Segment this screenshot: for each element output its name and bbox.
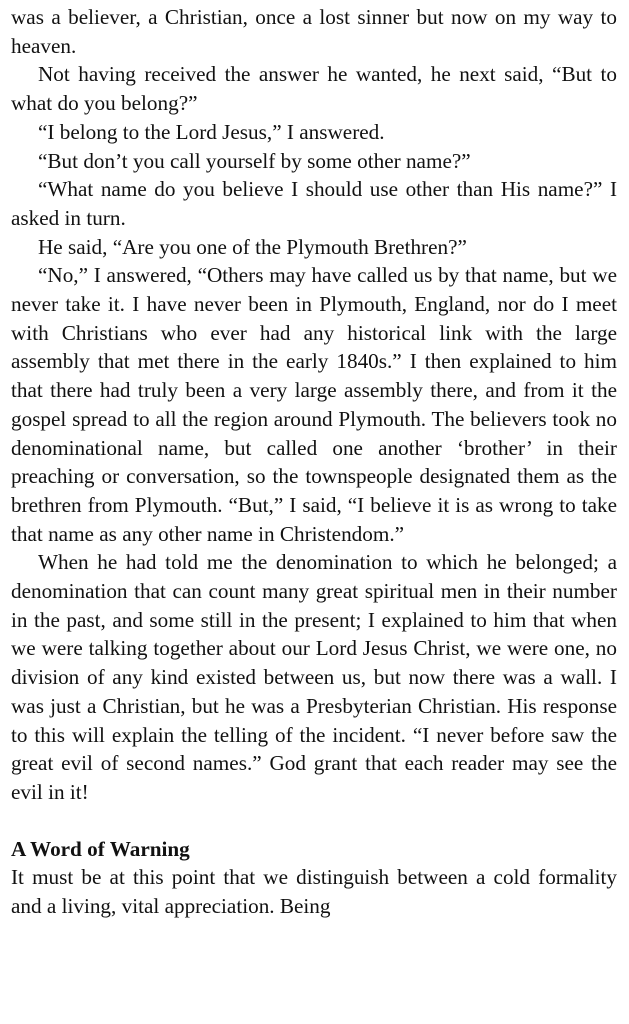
document-page [11, 3, 617, 921]
paragraph-5: “What name do you believe I should use other than His name?” I asked in turn. [11, 177, 617, 230]
paragraph-4: “But don’t you call yourself by some other name?” [38, 148, 471, 173]
paragraph-2: Not having received the answer he wanted, he next said, “But to what do you belong?” [11, 62, 617, 116]
paragraph-6: He said, “Are you one of the Plymouth Brethren?” [38, 234, 467, 259]
paragraph-8: When he had told me the denomination to which he belonged; a denomination that can count many great spiritual men in their number in the past, and some still in the present; I explained to him that when we were talking together about our Lord Jesus Christ, we were one, no division of any kind existed between us, but now there was a wall. I was just a Christian, but he was a Presbyterian Christian. His response to this will explain the telling of the incident. “I never before saw the great evil of second names.” God grant that each reader may see the evil in it! [11, 550, 617, 804]
section-heading: A Word of Warning [11, 836, 190, 861]
section-paragraph: It must be at this point that we distinguish between a cold formality and a living, vital appreciation. Being [11, 865, 617, 919]
paragraph-1: was a believer, a Christian, once a lost sinner but now on my way to heaven. [11, 5, 617, 58]
paragraph-3: “I belong to the Lord Jesus,” I answered. [38, 119, 385, 144]
paragraph-7: “No,” I answered, “Others may have called us by that name, but we never take it. I have never been in Plymouth, England, nor do I meet with Christians who ever had any historical link with the large assembly that met there in the early 1840s.” I then explained to him that there had truly been a very large assembly there, and from it the gospel spread to all the region around Plymouth. The believers took no denominational name, but called one another ‘brother’ in their preaching or conversation, so the townspeople designated them as the brethren from Plymouth. “But,” I said, “I believe it is as wrong to take that name as any other name in Christendom.” [11, 263, 617, 546]
